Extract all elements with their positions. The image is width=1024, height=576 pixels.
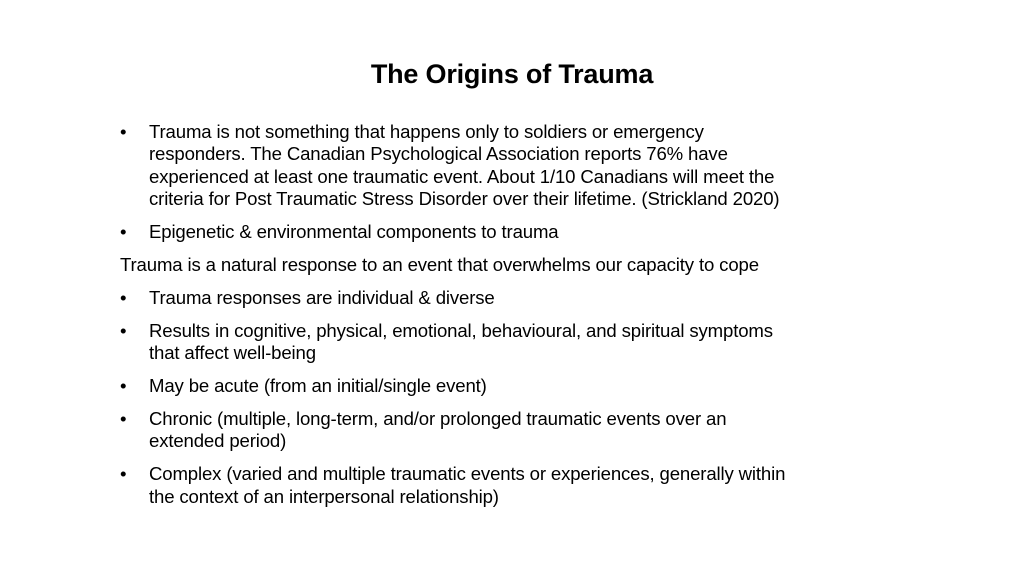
bullet-text-line: Epigenetic & environmental components to trauma [149,221,559,243]
slide-content [120,121,920,519]
bullet-text-line: May be acute (from an initial/single event) [149,375,487,397]
bullet-item-individual [120,287,920,309]
bullet-item-prevalence [120,121,920,211]
bullet-item-symptoms [120,320,920,365]
bullet-text-line: Trauma is not something that happens only to soldiers or emergency [149,121,704,142]
bullet-item-complex [120,463,920,508]
bullet-icon: • [120,408,127,430]
bullet-text-line: responders. The Canadian Psychological Association reports 76% have [149,143,728,165]
bullet-text-line: the context of an interpersonal relationship) [149,485,499,507]
bullet-text-line: that affect well-being [149,342,316,364]
bullet-icon: • [120,319,127,341]
bullet-text-line: experienced at least one traumatic event. About 1/10 Canadians will meet the [149,165,775,187]
bullet-text-line: Chronic (multiple, long-term, and/or prolonged traumatic events over an [149,408,727,430]
bullet-text-line: criteria for Post Traumatic Stress Disorder over their lifetime. (Strickland 2020) [149,188,780,210]
bullet-icon: • [120,286,127,308]
plain-text-line: Trauma is a natural response to an event that overwhelms our capacity to cope [120,254,759,276]
bullet-item-chronic [120,408,920,453]
bullet-icon: • [120,221,127,243]
bullet-icon: • [120,375,127,397]
bullet-text-line: extended period) [149,430,287,452]
slide-title: The Origins of Trauma [370,59,654,89]
bullet-text-line: Complex (varied and multiple traumatic events or experiences, generally within [149,463,786,485]
bullet-item-epigenetic [120,221,920,243]
bullet-text-line: Results in cognitive, physical, emotional, behavioural, and spiritual symptoms [149,319,773,341]
plain-item-definition [120,254,920,276]
bullet-item-acute [120,375,920,397]
bullet-icon: • [120,463,127,485]
bullet-text-line: Trauma responses are individual & diverse [149,286,495,308]
bullet-icon: • [120,121,127,142]
